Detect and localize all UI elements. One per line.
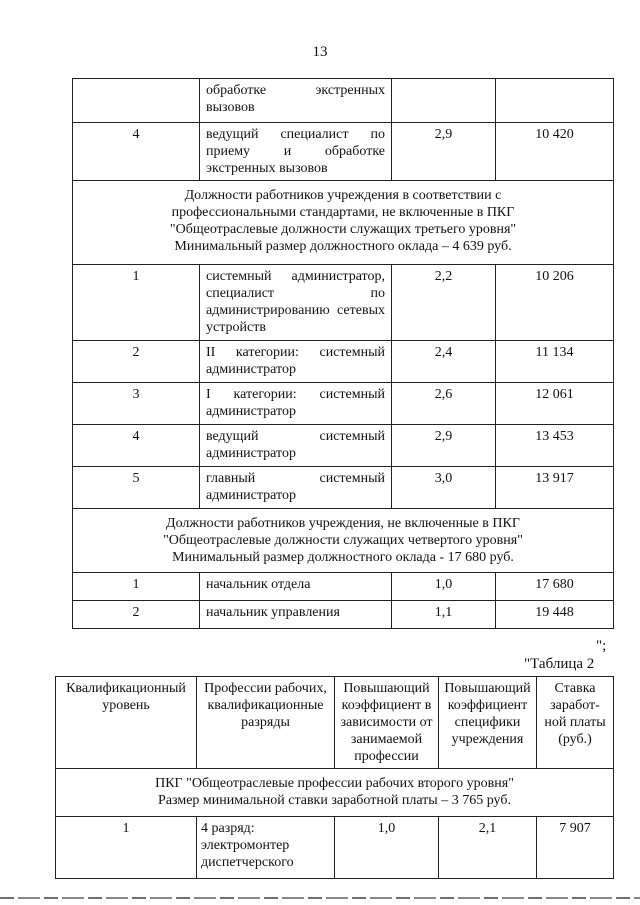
- section-line: профессиональными стандартами, не включенные в ПКГ: [171, 205, 515, 220]
- cell-coef: [392, 79, 496, 123]
- header-qualification-level: Квалификационный уровень: [56, 677, 197, 769]
- cell-position: обработке экстренных вызовов: [200, 79, 392, 123]
- cell-coef-specific: 2,1: [439, 817, 537, 879]
- cell-salary: 13 917: [496, 467, 614, 509]
- salary-table-2: [55, 676, 614, 879]
- section-heading-workers-second-level: [56, 769, 614, 817]
- cell-salary: 17 680: [496, 573, 614, 601]
- cell-salary: 11 134: [496, 341, 614, 383]
- cell-num: 3: [73, 383, 200, 425]
- cell-salary: 10 420: [496, 123, 614, 181]
- cell-num: 2: [73, 601, 200, 629]
- table-row: [73, 601, 614, 629]
- cell-position: начальник управления: [200, 601, 392, 629]
- cell-position: системный администратор, специалист по администрированию сетевых устройств: [200, 265, 392, 341]
- cell-position: главный системный администратор: [200, 467, 392, 509]
- cell-num: 1: [73, 265, 200, 341]
- section-line: Минимальный размер должностного оклада - 17 680 руб.: [172, 550, 514, 565]
- cell-coef: 2,4: [392, 341, 496, 383]
- table-row: [73, 573, 614, 601]
- cell-position: ведущий специалист по приему и обработке экстренных вызовов: [200, 123, 392, 181]
- section-heading-third-level: [73, 181, 614, 265]
- cell-salary: [496, 79, 614, 123]
- cell-coef: 3,0: [392, 467, 496, 509]
- cell-coef: 2,9: [392, 123, 496, 181]
- cell-num: 4: [73, 425, 200, 467]
- cell-level: 1: [56, 817, 197, 879]
- section-line: Должности работников учреждения, не включенные в ПКГ: [166, 516, 520, 531]
- table-row: [73, 383, 614, 425]
- section-line: Должности работников учреждения в соответствии с: [184, 188, 502, 203]
- cell-coef: 2,2: [392, 265, 496, 341]
- table-row: [73, 425, 614, 467]
- cell-salary: 12 061: [496, 383, 614, 425]
- cell-profession: 4 разряд: электромонтер диспетчерского: [197, 817, 335, 879]
- section-line: "Общеотраслевые должности служащих третьего уровня": [169, 222, 517, 237]
- header-coef-position: Повышающий коэффициент в зависимости от занимаемой профессии: [335, 677, 439, 769]
- cell-coef: 1,1: [392, 601, 496, 629]
- cell-num: 1: [73, 573, 200, 601]
- table-row: [73, 341, 614, 383]
- table-2-caption: "Таблица 2: [524, 656, 595, 672]
- cell-num: 4: [73, 123, 200, 181]
- salary-table-1: [72, 78, 614, 629]
- cell-salary: 10 206: [496, 265, 614, 341]
- cell-position: II категории: системный администратор: [200, 341, 392, 383]
- section-header-row: [56, 769, 614, 817]
- cell-num: [73, 79, 200, 123]
- table-row: [56, 817, 614, 879]
- header-rate: Ставка заработ-ной платы (руб.): [537, 677, 614, 769]
- header-profession: Профессии рабочих, квалификационные разряды: [197, 677, 335, 769]
- section-line: Размер минимальной ставки заработной платы – 3 765 руб.: [158, 793, 511, 808]
- section-line: Минимальный размер должностного оклада – 4 639 руб.: [174, 239, 512, 254]
- cell-coef: 1,0: [392, 573, 496, 601]
- table-row: [73, 79, 614, 123]
- cell-salary: 13 453: [496, 425, 614, 467]
- table-row: [73, 123, 614, 181]
- section-line: ПКГ "Общеотраслевые профессии рабочих второго уровня": [155, 776, 514, 791]
- table-row: [73, 265, 614, 341]
- section-line: "Общеотраслевые должности служащих четвертого уровня": [163, 533, 523, 548]
- header-row: [56, 677, 614, 769]
- closing-quote-mark: ";: [596, 638, 607, 654]
- header-coef-specific: Повышающий коэффициент специфики учреждения: [439, 677, 537, 769]
- cell-rate: 7 907: [537, 817, 614, 879]
- cell-salary: 19 448: [496, 601, 614, 629]
- section-heading-fourth-level: [73, 509, 614, 573]
- cell-num: 2: [73, 341, 200, 383]
- cell-coef-position: 1,0: [335, 817, 439, 879]
- section-header-row: [73, 509, 614, 573]
- page-number: 13: [312, 44, 328, 60]
- cell-coef: 2,9: [392, 425, 496, 467]
- cell-coef: 2,6: [392, 383, 496, 425]
- cell-num: 5: [73, 467, 200, 509]
- cell-position: ведущий системный администратор: [200, 425, 392, 467]
- scan-edge-line: [0, 897, 640, 899]
- table-row: [73, 467, 614, 509]
- section-header-row: [73, 181, 614, 265]
- cell-position: I категории: системный администратор: [200, 383, 392, 425]
- cell-position: начальник отдела: [200, 573, 392, 601]
